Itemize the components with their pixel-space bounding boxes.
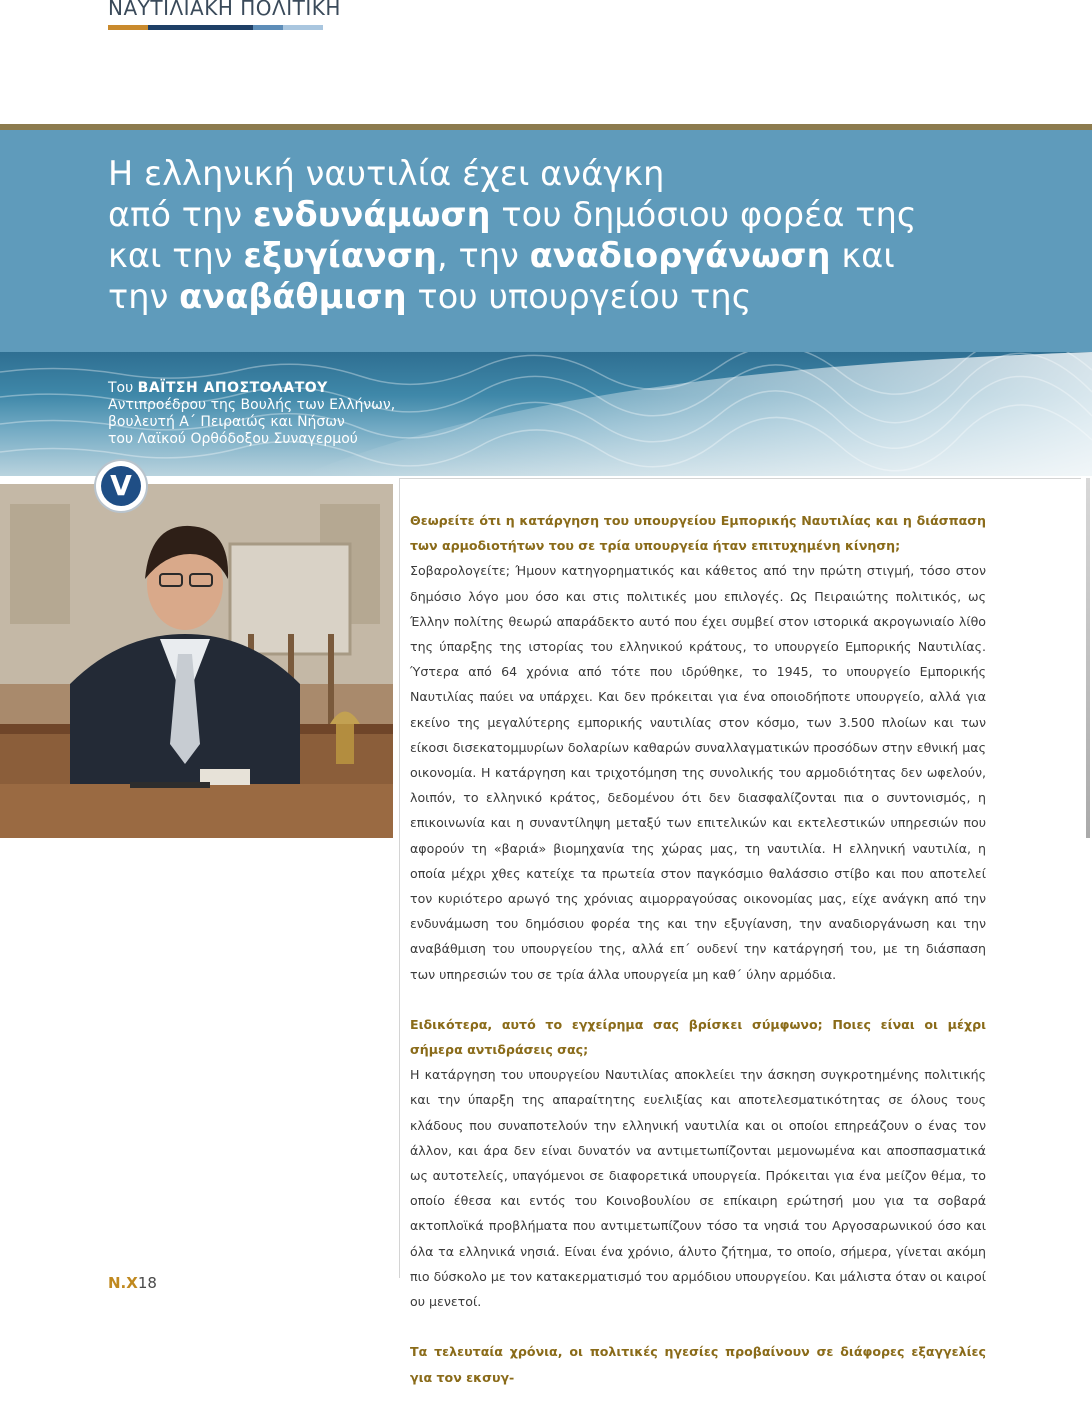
label-bar-navy xyxy=(148,25,253,30)
headline xyxy=(108,153,1078,317)
question-1: Θεωρείτε ότι η κατάργηση του υπουργείου Εμπορικής Ναυτιλίας και η διάσπαση των αρμοδιοτήτων του σε τρία υπουργεία ήταν επιτυχημένη κίνηση; xyxy=(410,513,986,554)
author-name: ΒΑΪΤΣΗ ΑΠΟΣΤΟΛΑΤΟΥ xyxy=(137,380,328,396)
article-body xyxy=(410,508,986,1415)
headline-emphasis: αναβάθμιση xyxy=(179,277,407,316)
headline-text: του υπουργείου της xyxy=(406,277,752,316)
headline-emphasis: αναδιοργάνωση xyxy=(529,236,831,275)
author-role-3: του Λαϊκού Ορθόδοξου Συναγερμού xyxy=(108,431,358,447)
page-edge xyxy=(1086,478,1090,838)
headline-line-1: Η ελληνική ναυτιλία έχει ανάγκη xyxy=(108,154,665,193)
question-3: Τα τελευταία χρόνια, οι πολιτικές ηγεσίες προβαίνουν σε διάφορες εξαγγελίες για τον εκσυγ- xyxy=(410,1344,986,1385)
article-frame-left xyxy=(399,478,400,1278)
label-bar-lightblue xyxy=(283,25,323,30)
headline-emphasis: ενδυνάμωση xyxy=(252,195,491,234)
headline-text: του δημόσιου φορέα της xyxy=(490,195,917,234)
author-photo xyxy=(0,484,393,838)
headline-text: και xyxy=(830,236,895,275)
headline-emphasis: εξυγίανση xyxy=(243,236,437,275)
footer-page: 18 xyxy=(137,1274,157,1292)
section-label: ΝΑΥΤΙΛΙΑΚΗ ΠΟΛΙΤΙΚΗ xyxy=(108,0,341,20)
answer-1: Σοβαρολογείτε; Ήμουν κατηγορηματικός και κάθετος από την πρώτη στιγμή, τόσο στον δημόσιο λόγο μου όσο και στις πολιτικές μου επιλογές. Ως Πειραιώτης πολιτικός, ως Έλλην πολίτης θεωρώ απαράδεκτο αυτό που έχει συμβεί στον ιστορικά ακρογωνιαίο λίθο της ύπαρξης της ιστορίας του ελληνικού κράτους, το υπουργείο Εμπορικής Ναυτιλίας. Ύστερα από 64 χρόνια από τότε που ιδρύθηκε, το 1945, το υπουργείο Εμπορικής Ναυτιλίας παύει να υπάρχει. Και δεν πρόκειται για ένα οποιοδήποτε υπουργείο, αλλά για εκείνο της μεγαλύτερης εμπορικής ναυτιλίας στον κόσμο, των 3.500 πλοίων και των είκοσι δισεκατομμυρίων δολαρίων καθαρών συναλλαγματικών προσόδων στην εθνική μας οικονομία. Η κατάργηση και τριχοτόμηση της συνολικής του αρμοδιότητας δεν ωφελούν, λοιπόν, το ελληνικό κράτος, δεδομένου ότι δεν διασφαλίζονται πια ο συντονισμός, η επικοινωνία και η συναντίληψη μεταξύ των επιτελικών και εκτελεστικών υπηρεσιών που αφορούν τη «βαριά» βιομηχανία της χώρας μας, τη ναυτιλία. Η ελληνική ναυτιλία, η οποία μέχρι χθες κατείχε τα πρωτεία στον παγκόσμιο θαλάσσιο στίβο και που αποτελεί τον κυριότερο αρωγό της χρόνιας αιμορραγούσας οικονομίας μας, είχε ανάγκη από την ενδυνάμωση του δημόσιου φορέα της και την εξυγίανση, την αναδιοργάνωση και την αναβάθμιση του υπουργείου της, αλλά επ΄ ουδενί την κατάργησή του, με τη διάσπαση των υπηρεσιών του σε τρία άλλα υπουργεία μη καθ΄ ύλην αρμόδια. xyxy=(410,563,986,982)
author-role-2: βουλευτή Α΄ Πειραιώς και Νήσων xyxy=(108,414,345,430)
label-bar-orange xyxy=(108,25,148,30)
logo-letter: V xyxy=(101,466,141,506)
article-frame-top xyxy=(399,478,1081,479)
author-role-1: Αντιπροέδρου της Βουλής των Ελλήνων, xyxy=(108,397,396,413)
answer-2: Η κατάργηση του υπουργείου Ναυτιλίας αποκλείει την άσκηση συγκροτημένης πολιτικής και την ύπαρξη της απαραίτητης ευελιξίας και αποτελεσματικότητας σε όλους τους κλάδους που συναποτελούν την ελληνική ναυτιλία και οι οποίοι επηρεάζουν ο ένας τον άλλον, και άρα δεν είναι δυνατόν να αντιμετωπίζονται μεμονωμένα και αποσπασματικά ως αυτοτελείς, υπαγόμενοι σε διαφορετικά υπουργεία. Πρόκειται για ένα μείζον θέμα, το οποίο έθεσα και εντός του Κοινοβουλίου σε επίκαιρη ερώτησή μου για τα σοβαρά ακτοπλοϊκά προβλήματα που αντιμετωπίζουν τόσο τα νησιά του Αργοσαρωνικού όσο και όλα τα ελληνικά νησιά. Είναι ένα χρόνιο, άλυτο ζήτημα, το οποίο, σήμερα, γίνεται ακόμη πιο δύσκολο με τον κατακερματισμό του αρμόδιου υπουργείου. Και μάλιστα όταν οι καιροί ου μενετοί. xyxy=(410,1067,986,1310)
page-number xyxy=(108,1274,157,1292)
headline-text: , την xyxy=(436,236,530,275)
question-2: Ειδικότερα, αυτό το εγχείρημα σας βρίσκει σύμφωνο; Ποιες είναι οι μέχρι σήμερα αντιδράσεις σας; xyxy=(410,1016,986,1058)
headline-text: από την xyxy=(108,195,253,234)
byline-prefix: Του xyxy=(108,380,134,396)
magazine-logo xyxy=(96,461,146,511)
byline xyxy=(108,380,395,448)
headline-text: την xyxy=(108,277,180,316)
headline-text: και την xyxy=(108,236,244,275)
label-bar-blue xyxy=(253,25,283,30)
footer-brand: Ν.Χ xyxy=(108,1274,138,1292)
